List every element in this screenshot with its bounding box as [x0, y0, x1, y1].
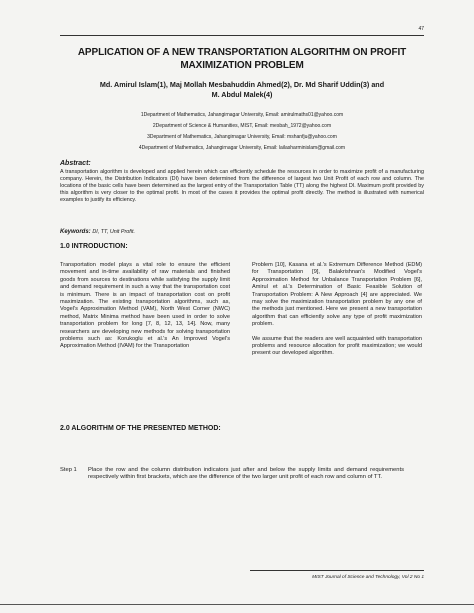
- intro-right-paragraph-1: Problem [10], Kasana et al.'s Extremum Difference Method (EDM) for Transportation [9], Balakrishnan's Modified Vogel's Approximation Method for Unbalance Transportation Problem [6], Amirul et al.'s Determination of Basic Feasible Solution of Transportation Problem: A New Approach [4] are appreciated. We may solve the maximization transportation problem by any one of the methods just mentioned. Here we present a new transportation algorithm that can efficiently solve any type of profit maximization problem.: [252, 262, 422, 328]
- intro-left-paragraph: Transportation model plays a vital role to ensure the efficient movement and in-time availability of raw materials and finished goods from sources to destinations while satisfying the supply limit and demand requirement in such a way that the transportation cost is minimum. There is an impact of transportation cost on profit maximization. The existing transportation algorithms, such as, Vogel's Approximation Method (VAM), North West Corner (NWC) method, Matrix Minima method have been used in order to solve transportation problem for long [7, 8, 12, 13, 14]. Now, many researchers are developing new methods for solving transportation problems such as: Korukoglu et al.'s An Improved Vogel's Approximation Method (IVAM) for the Transportation: [60, 262, 230, 350]
- authors-line-1: Md. Amirul Islam(1), Maj Mollah Mesbahuddin Ahmed(2), Dr. Md Sharif Uddin(3) and: [99, 80, 385, 89]
- intro-right-paragraph-2: We assume that the readers are well acquainted with transportation problems and resource allocation for profit maximization; we would present our developed algorithm.: [252, 335, 422, 357]
- page-number: 47: [418, 26, 424, 32]
- journal-footer: MIST Journal of Science and Technology, Vol 2 No 1: [312, 575, 424, 580]
- abstract-heading: Abstract:: [60, 160, 91, 167]
- scan-edge-line: [0, 604, 474, 605]
- title-line-1: APPLICATION OF A NEW TRANSPORTATION ALGORITHM ON PROFIT: [77, 47, 407, 58]
- affiliation-2: 2Department of Science & Humanities, MIST, Email: mesbah_1972@yahoo.com: [152, 123, 332, 129]
- section-2-heading: 2.0 ALGORITHM OF THE PRESENTED METHOD:: [60, 425, 221, 432]
- section-1-heading: 1.0 INTRODUCTION:: [60, 243, 128, 250]
- paper-title: [60, 46, 424, 72]
- step-1-label: Step 1: [60, 467, 77, 473]
- affiliation-1: 1Department of Mathematics, Jahangirnagar University, Email: amirulmaths01@yahoo.com: [140, 112, 344, 118]
- authors-line-2: M. Abdul Malek(4): [211, 90, 273, 99]
- intro-right-column: [252, 262, 422, 365]
- keywords-label: Keywords:: [60, 229, 91, 235]
- intro-left-column: [60, 262, 230, 358]
- footer-rule: [250, 570, 424, 571]
- author-list: [60, 80, 424, 100]
- title-line-2: MAXIMIZATION PROBLEM: [180, 60, 304, 71]
- keywords-value: DI, TT, Unit Profit.: [92, 229, 135, 235]
- abstract-text: A transportation algorithm is developed and applied herein which can efficiently schedule the resources in order to maximize profit of a manufacturing company. Herein, the Distribution Indicators (DI) have been determined from the difference of largest two Unit Profit of each row and column. The locations of the basic cells have been determined as the largest entry of the Transportation Table (TT) along the highest DI. Maximum profit provided by this algorithm is very closer to the optimal profit. In most of the cases it provides the optimal profit directly. The method is illustrated with numerical examples to justify its efficiency.: [60, 169, 424, 203]
- affiliation-4: 4Department of Mathematics, Jahangirnagar University, Email: lailasharminislam@gmail.com: [138, 145, 346, 151]
- keywords: [60, 229, 135, 235]
- affiliation-3: 3Department of Mathematics, Jahangirnagar University, Email: mshanfju@yahoo.com: [147, 134, 337, 140]
- step-1-text: Place the row and the column distribution indicators just after and below the supply limits and demand requirements respectively within first brackets, which are the difference of the two larger unit profit of each row and column of TT.: [88, 467, 404, 481]
- header-rule: [60, 35, 424, 36]
